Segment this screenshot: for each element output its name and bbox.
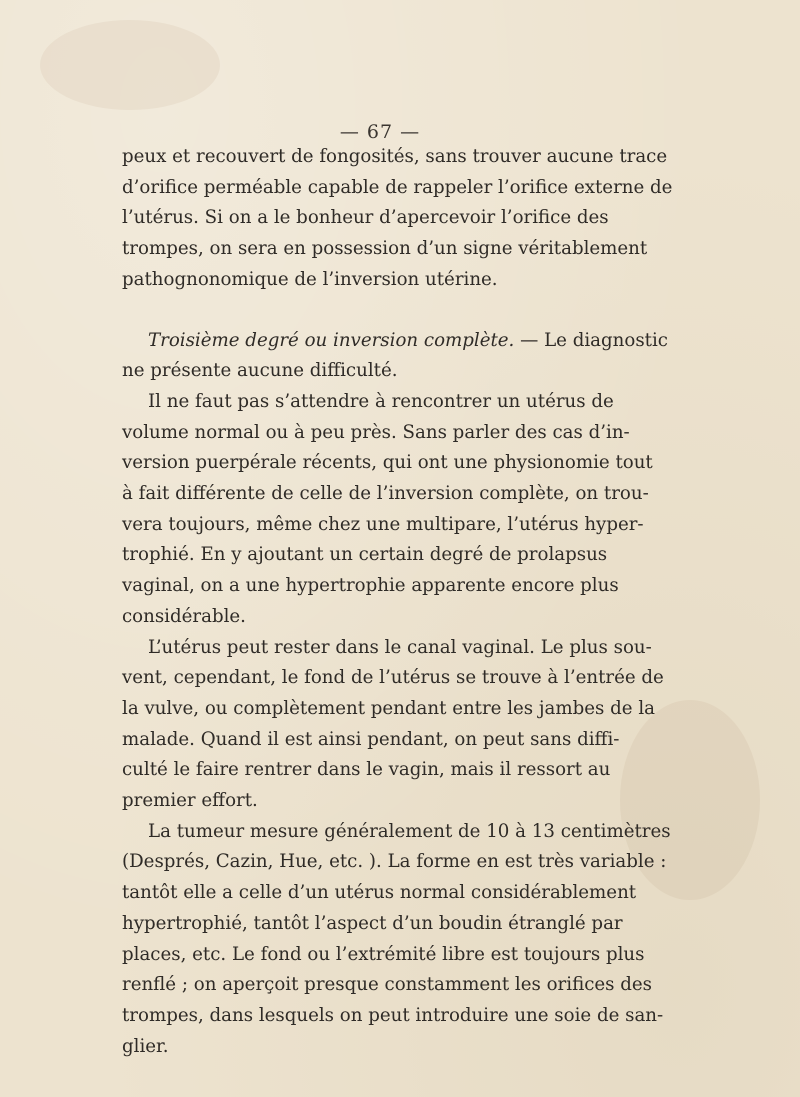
text-line: trophié. En y ajoutant un certain degré de prolapsus <box>122 544 608 566</box>
text-line: vera toujours, même chez une multipare, l’utérus hyper- <box>122 513 644 535</box>
text-line: à fait différente de celle de l’inversion complète, on trou- <box>122 483 649 505</box>
text-line: considérable. <box>122 605 246 627</box>
text-line: Il ne faut pas s’attendre à rencontrer un utérus de <box>148 390 614 412</box>
body-text <box>122 142 673 1062</box>
text-line: pathognonomique de l’inversion utérine. <box>122 268 498 290</box>
text-line: places, etc. Le fond ou l’extrémité libre est toujours plus <box>122 943 645 965</box>
section-heading-line <box>122 326 668 357</box>
text-line: ne présente aucune difficulté. <box>122 360 398 382</box>
text-line: hypertrophié, tantôt l’aspect d’un boudin étranglé par <box>122 912 623 934</box>
section-heading: Troisième degré ou inversion complète. <box>148 329 515 351</box>
text-line: culté le faire rentrer dans le vagin, mais il ressort au <box>122 759 611 781</box>
text-line: d’orifice perméable capable de rappeler l’orifice externe de <box>122 176 673 198</box>
paragraph-gap <box>122 296 598 326</box>
text-line: volume normal ou à peu près. Sans parler des cas d’in- <box>122 421 630 443</box>
text-line: renflé ; on aperçoit presque constamment les orifices des <box>122 974 653 996</box>
text-line: (Després, Cazin, Hue, etc. ). La forme en est très variable : <box>122 851 667 873</box>
text-line: trompes, dans lesquels on peut introduire une soie de san- <box>122 1004 664 1026</box>
text-line: peux et recouvert de fongosités, sans trouver aucune trace <box>122 146 668 167</box>
page-number: — 67 — <box>339 121 421 143</box>
text-line: vent, cependant, le fond de l’utérus se trouve à l’entrée de <box>122 667 664 689</box>
section-heading-rest: — Le diagnostic <box>514 329 668 351</box>
text-line: l’utérus. Si on a le bonheur d’apercevoir l’orifice des <box>122 207 609 229</box>
text-line: L’utérus peut rester dans le canal vaginal. Le plus sou- <box>148 636 652 658</box>
text-line: trompes, on sera en possession d’un signe véritablement <box>122 238 648 260</box>
text-line: malade. Quand il est ainsi pendant, on peut sans diffi- <box>122 728 620 750</box>
text-line: glier. <box>122 1035 169 1057</box>
text-line: La tumeur mesure généralement de 10 à 13 centimètres <box>148 820 671 842</box>
text-line: vaginal, on a une hypertrophie apparente encore plus <box>122 575 619 597</box>
text-line: tantôt elle a celle d’un utérus normal considérablement <box>122 882 637 904</box>
text-line: premier effort. <box>122 790 258 812</box>
text-line: version puerpérale récents, qui ont une physionomie tout <box>122 452 653 474</box>
paper-stain <box>40 20 220 110</box>
text-line: la vulve, ou complètement pendant entre les jambes de la <box>122 697 656 719</box>
